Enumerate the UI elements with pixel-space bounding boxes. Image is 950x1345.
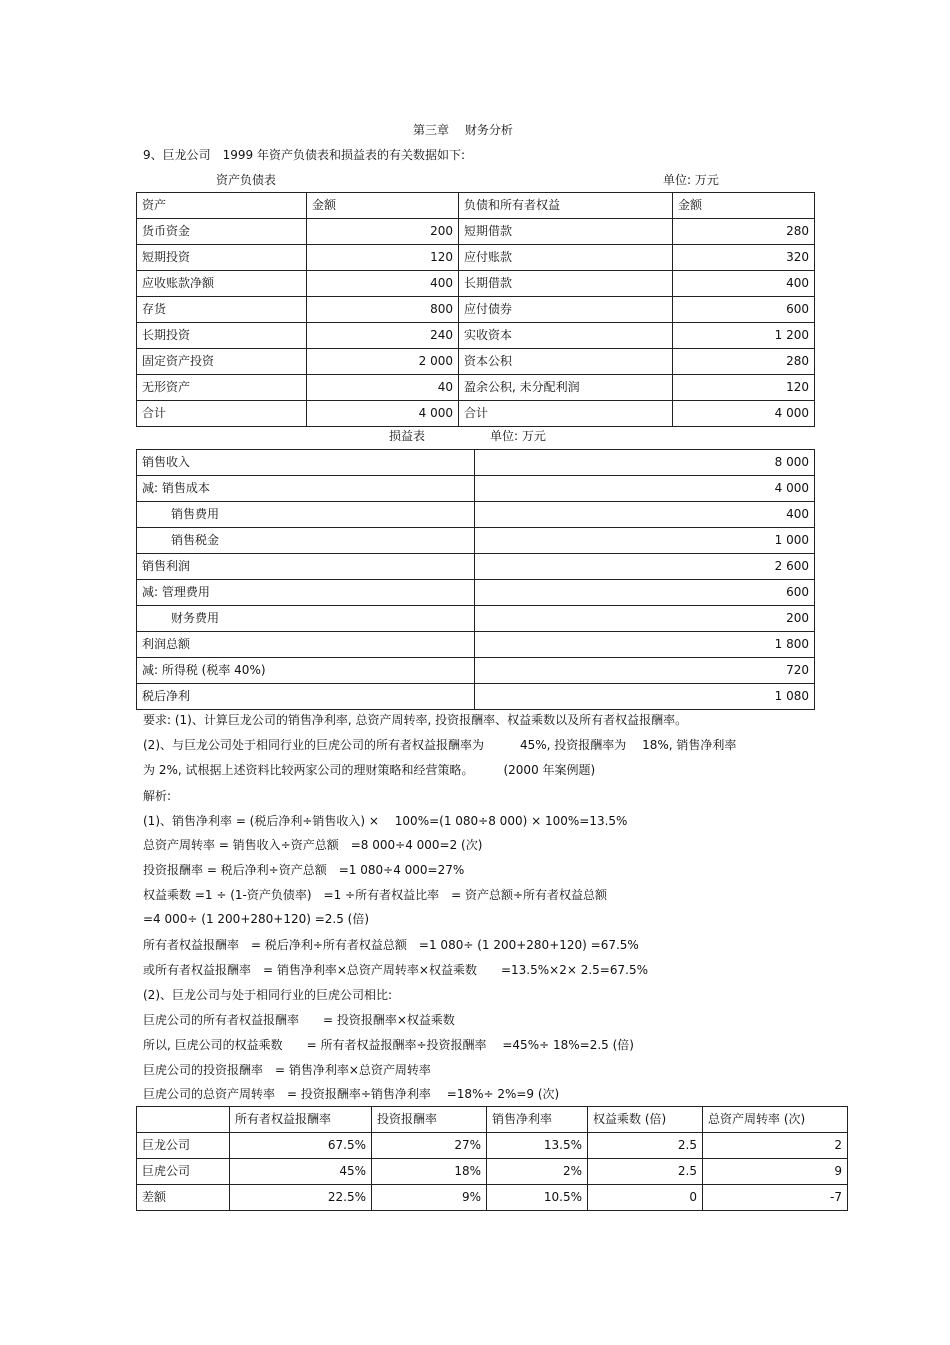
column-header: 销售净利率 [487,1107,588,1133]
table-cell: 长期投资 [137,323,307,349]
table-cell: 0 [588,1185,703,1211]
table-cell: -7 [703,1185,848,1211]
table-row [137,401,815,427]
column-header: 金额 [673,193,815,219]
table-header-row [137,193,815,219]
income-statement-title: 损益表 [389,429,426,443]
table-cell: 1 080 [475,684,815,710]
column-header: 投资报酬率 [372,1107,487,1133]
table-row [137,450,815,476]
table-cell: 巨虎公司 [137,1159,230,1185]
table-cell: 销售收入 [137,450,475,476]
balance-sheet-title: 资产负债表 [216,173,277,187]
table-cell: 10.5% [487,1185,588,1211]
column-header: 负债和所有者权益 [459,193,673,219]
table-cell: 4 000 [307,401,459,427]
table-cell: 9 [703,1159,848,1185]
column-header: 资产 [137,193,307,219]
income-statement-table [136,449,815,710]
table-cell: 22.5% [230,1185,372,1211]
table-row [137,502,815,528]
table-cell: 400 [307,271,459,297]
table-row [137,554,815,580]
table-cell: 320 [673,245,815,271]
table-row [137,1133,848,1159]
table-cell: 差额 [137,1185,230,1211]
table-cell: 200 [307,219,459,245]
table-cell: 盈余公积, 未分配利润 [459,375,673,401]
text-line: 所有者权益报酬率 = 税后净利÷所有者权益总额 =1 080÷ (1 200+280+120) =67.5% [143,938,639,952]
table-cell: 短期借款 [459,219,673,245]
table-cell: 销售费用 [137,502,475,528]
table-cell: 短期投资 [137,245,307,271]
table-cell: 1 800 [475,632,815,658]
table-cell: 800 [307,297,459,323]
text-line: 巨虎公司的总资产周转率 = 投资报酬率÷销售净利率 =18%÷ 2%=9 (次) [143,1087,560,1101]
table-row [137,476,815,502]
column-header [137,1107,230,1133]
table-cell: 2 000 [307,349,459,375]
table-cell: 合计 [137,401,307,427]
table-cell: 合计 [459,401,673,427]
table-cell: 9% [372,1185,487,1211]
table-row [137,271,815,297]
table-row [137,632,815,658]
table-cell: 2.5 [588,1133,703,1159]
text-line: (2)、与巨龙公司处于相同行业的巨虎公司的所有者权益报酬率为 45%, 投资报酬率为 18%, 销售净利率 [143,738,737,752]
table-cell: 120 [307,245,459,271]
text-line: 巨虎公司的投资报酬率 = 销售净利率×总资产周转率 [143,1063,431,1077]
question-intro: 9、巨龙公司 1999 年资产负债表和损益表的有关数据如下: [143,148,466,162]
table-row [137,323,815,349]
table-cell: 600 [475,580,815,606]
table-cell: 减: 所得税 (税率 40%) [137,658,475,684]
table-row [137,580,815,606]
table-cell: 税后净利 [137,684,475,710]
column-header: 权益乘数 (倍) [588,1107,703,1133]
text-line: 投资报酬率 = 税后净利÷资产总额 =1 080÷4 000=27% [143,863,465,877]
table-cell: 实收资本 [459,323,673,349]
table-cell: 存货 [137,297,307,323]
table-cell: 巨龙公司 [137,1133,230,1159]
text-line: 为 2%, 试根据上述资料比较两家公司的理财策略和经营策略。 (2000 年案例题) [143,763,596,777]
text-line: 或所有者权益报酬率 = 销售净利率×总资产周转率×权益乘数 =13.5%×2× 2.5=67.5% [143,963,648,977]
table-cell: 2 600 [475,554,815,580]
column-header: 所有者权益报酬率 [230,1107,372,1133]
table-cell: 13.5% [487,1133,588,1159]
table-row [137,245,815,271]
table-row [137,375,815,401]
table-cell: 4 000 [673,401,815,427]
table-cell: 27% [372,1133,487,1159]
table-cell: 120 [673,375,815,401]
table-cell: 2 [703,1133,848,1159]
column-header: 金额 [307,193,459,219]
balance-sheet-table [136,192,815,427]
table-cell: 400 [475,502,815,528]
text-line: 要求: (1)、计算巨龙公司的销售净利率, 总资产周转率, 投资报酬率、权益乘数以及所有者权益报酬率。 [143,713,688,727]
table-cell: 40 [307,375,459,401]
table-cell: 减: 管理费用 [137,580,475,606]
table-row [137,658,815,684]
table-cell: 应付债券 [459,297,673,323]
text-line: (2)、巨龙公司与处于相同行业的巨虎公司相比: [143,988,393,1002]
table-cell: 长期借款 [459,271,673,297]
table-cell: 无形资产 [137,375,307,401]
table-cell: 销售税金 [137,528,475,554]
table-row [137,606,815,632]
table-cell: 240 [307,323,459,349]
table-cell: 应付账款 [459,245,673,271]
table-cell: 1 200 [673,323,815,349]
table-cell: 280 [673,219,815,245]
text-line: 巨虎公司的所有者权益报酬率 = 投资报酬率×权益乘数 [143,1013,455,1027]
income-statement-unit: 单位: 万元 [490,429,546,443]
table-cell: 销售利润 [137,554,475,580]
column-header: 总资产周转率 (次) [703,1107,848,1133]
table-row [137,219,815,245]
table-header-row [137,1107,848,1133]
table-cell: 货币资金 [137,219,307,245]
comparison-table [136,1106,848,1211]
table-row [137,349,815,375]
table-cell: 利润总额 [137,632,475,658]
table-cell: 200 [475,606,815,632]
table-cell: 280 [673,349,815,375]
text-line: =4 000÷ (1 200+280+120) =2.5 (倍) [143,912,370,926]
chapter-title: 第三章 财务分析 [413,123,513,137]
table-row [137,684,815,710]
table-cell: 2% [487,1159,588,1185]
table-cell: 18% [372,1159,487,1185]
table-row [137,297,815,323]
table-cell: 600 [673,297,815,323]
table-cell: 应收账款净额 [137,271,307,297]
text-line: 总资产周转率 = 销售收入÷资产总额 =8 000÷4 000=2 (次) [143,838,483,852]
table-cell: 4 000 [475,476,815,502]
table-row [137,1185,848,1211]
balance-sheet-unit: 单位: 万元 [663,173,719,187]
table-cell: 67.5% [230,1133,372,1159]
text-line: 所以, 巨虎公司的权益乘数 = 所有者权益报酬率÷投资报酬率 =45%÷ 18%=2.5 (倍) [143,1038,634,1052]
table-cell: 减: 销售成本 [137,476,475,502]
table-cell: 1 000 [475,528,815,554]
table-cell: 固定资产投资 [137,349,307,375]
table-cell: 资本公积 [459,349,673,375]
table-row [137,528,815,554]
table-cell: 720 [475,658,815,684]
text-line: (1)、销售净利率 = (税后净利÷销售收入) × 100%=(1 080÷8 000) × 100%=13.5% [143,814,628,828]
text-line: 解析: [143,789,172,803]
table-cell: 45% [230,1159,372,1185]
table-cell: 8 000 [475,450,815,476]
table-row [137,1159,848,1185]
table-cell: 财务费用 [137,606,475,632]
text-line: 权益乘数 =1 ÷ (1-资产负债率) =1 ÷所有者权益比率 = 资产总额÷所有者权益总额 [143,888,608,902]
table-cell: 400 [673,271,815,297]
table-cell: 2.5 [588,1159,703,1185]
